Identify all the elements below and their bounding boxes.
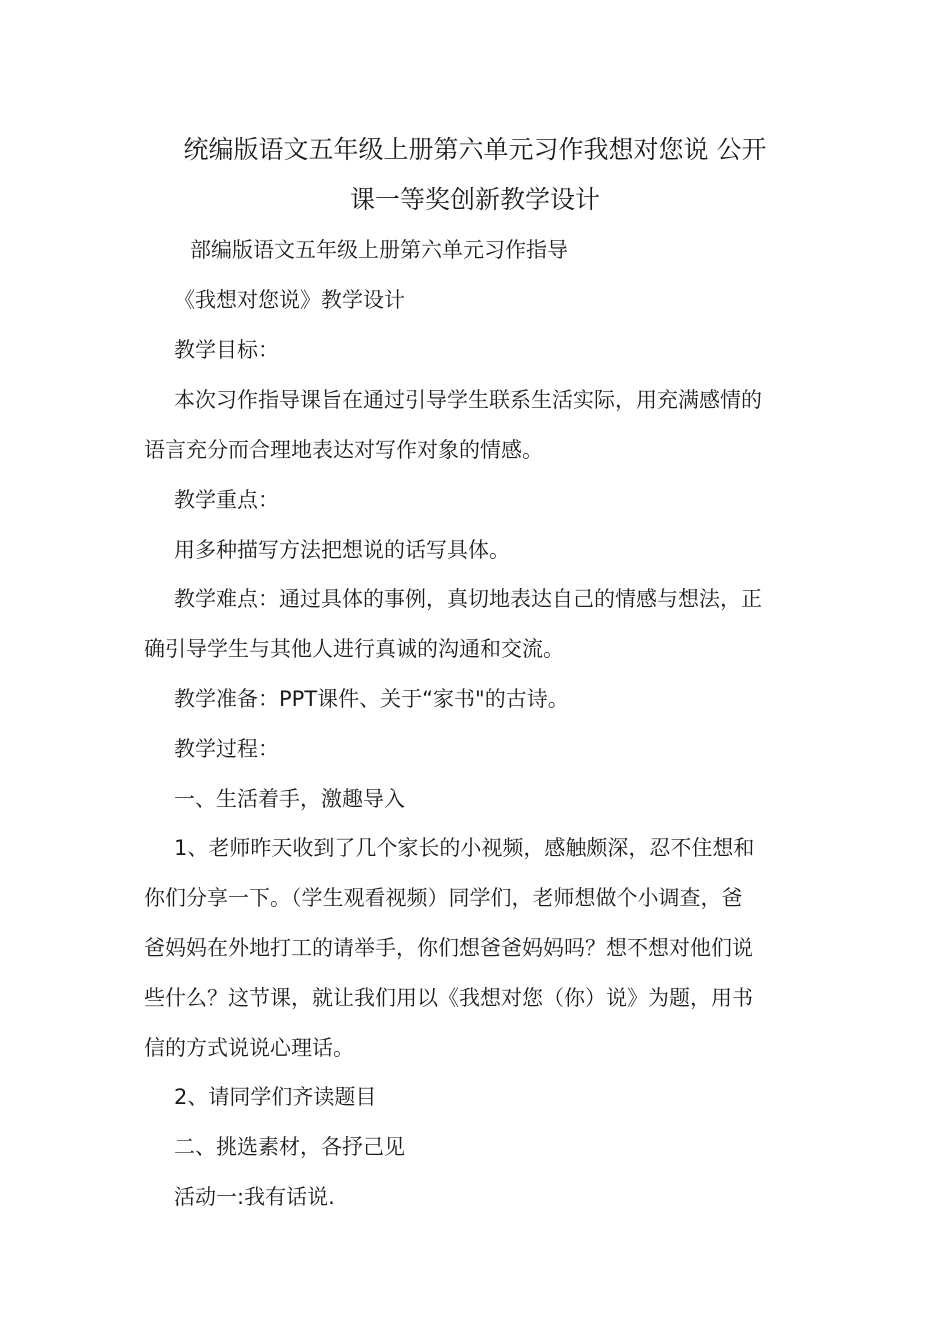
paragraph-line: 2、请同学们齐读题目 — [174, 1085, 377, 1109]
section-heading: 一、生活着手，激趣导入 — [174, 787, 405, 811]
subtitle-line: 部编版语文五年级上册第六单元习作指导 — [190, 238, 568, 262]
paragraph-line: 语言充分而合理地表达对写作对象的情感。 — [144, 438, 543, 462]
section-heading: 二、挑选素材，各抒己见 — [174, 1135, 405, 1159]
paragraph-line: 爸妈妈在外地打工的请举手，你们想爸爸妈妈吗？想不想对他们说 — [144, 936, 753, 960]
paragraph-line: 用多种描写方法把想说的话写具体。 — [174, 538, 510, 562]
document-title-line-1: 统编版语文五年级上册第六单元习作我想对您说 公开 — [183, 135, 767, 164]
section-heading: 教学目标： — [174, 338, 279, 362]
document-title-line-2: 课一等奖创新教学设计 — [349, 185, 600, 214]
paragraph-line: 本次习作指导课旨在通过引导学生联系生活实际，用充满感情的 — [174, 388, 762, 412]
paragraph-line: 确引导学生与其他人进行真诚的沟通和交流。 — [144, 637, 564, 661]
section-heading: 教学过程： — [174, 737, 279, 761]
paragraph-line: 教学难点：通过具体的事例，真切地表达自己的情感与想法，正 — [174, 587, 762, 611]
paragraph-line: 1、老师昨天收到了几个家长的小视频，感触颇深，忍不住想和 — [174, 836, 755, 860]
paragraph-line: 信的方式说说心理话。 — [144, 1036, 354, 1060]
paragraph-line: 教学准备：PPT课件、关于“家书"的古诗。 — [174, 687, 569, 711]
paragraph-line: 些什么？这节课，就让我们用以《我想对您（你）说》为题，用书 — [144, 986, 753, 1010]
lesson-name-line: 《我想对您说》教学设计 — [174, 288, 405, 312]
paragraph-line: 你们分享一下。（学生观看视频）同学们，老师想做个小调查，爸 — [144, 886, 743, 910]
paragraph-line: 活动一:我有话说. — [174, 1185, 335, 1209]
section-heading: 教学重点： — [174, 488, 279, 512]
